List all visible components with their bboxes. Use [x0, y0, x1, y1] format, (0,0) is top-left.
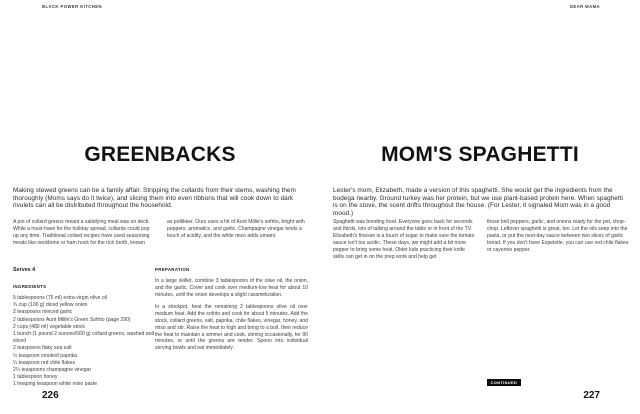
- ingredients-heading: INGREDIENTS: [13, 284, 47, 289]
- serves-label: Serves 4: [13, 267, 36, 273]
- recipe-body-columns: [333, 219, 629, 260]
- ingredient-item: ¼ teaspoon red chile flakes: [13, 359, 76, 366]
- ingredient-item: 5 tablespoons (75 ml) extra-virgin olive oil: [13, 295, 107, 301]
- page-number-left: 226: [42, 390, 59, 401]
- ingredient-item: 1 tablespoon honey: [13, 374, 58, 381]
- ingredient-item: 2 teaspoons flaky sea salt: [13, 345, 72, 352]
- ingredient-item: 2 tablespoons Aunt Millie's Green Sofrito (page 290): [13, 316, 131, 323]
- preparation-section: [155, 267, 308, 358]
- running-head-book-title: BLACK POWER KITCHEN: [42, 4, 102, 9]
- continued-badge: CONTINUED: [487, 379, 521, 386]
- recipe-intro: Making stewed greens can be a family affair. Stripping the collards from their stems, washing them thoroughly (Moms says do it twice), and slicing them into even ribbons that will cook down to dark rivulets can all be distributed throughout the household.: [13, 187, 296, 209]
- recipe-title-moms-spaghetti: MOM'S SPAGHETTI: [381, 143, 579, 166]
- body-column-1: Spaghetti was bonding food. Everyone goes back for seconds and thirds, lots of talking around the table or in front of the TV. Elizabeth's finesse is a touch of sugar to make sure the tomato sauce isn't too acidic. These days, we might add a bit more pepper to bring some heat. Older kids practicing their knife skills can get in on the prep work and help get: [333, 219, 475, 260]
- ingredients-section: [13, 284, 155, 389]
- recipe-body-columns: [13, 219, 309, 247]
- ingredient-item: 1 heaping teaspoon white miso paste: [13, 381, 98, 388]
- body-column-2: as potlikker. Ours uses a hit of Aunt Millie's sofrito, bright with peppers, aromatics, and garlic. Champagne vinegar lends a touch of acidity, and the white miso adds umami.: [167, 219, 305, 239]
- ingredients-list: [13, 295, 155, 389]
- ingredient-item: 2 cups (480 ml) vegetable stock: [13, 323, 85, 330]
- recipe-intro: Lester's mom, Elizabeth, made a version of this spaghetti. She would get the ingredients from the bodega nearby. Ground turkey was her protein, but we use plant-based protein here. When spaghetti is on the stove, the scent drifts throughout the house. (For Lester, it signaled Mom was in a good mood.): [333, 187, 623, 217]
- preparation-heading: PREPARATION: [155, 267, 190, 272]
- ingredient-item: 2 teaspoons minced garlic: [13, 309, 73, 316]
- ingredient-item: 2¼ teaspoons champagne vinegar: [13, 367, 92, 374]
- ingredient-item: 1 bunch (1 pound 2 ounces/500 g) collard greens, washed and sliced: [13, 331, 155, 345]
- preparation-paragraph: In a stockpot, heat the remaining 2 tablespoons olive oil over medium heat. Add the sofrito and cook for about 5 minutes. Add the stock, collard greens, salt, paprika, chile flakes, vinegar, honey, and miso and stir. Raise the heat to high and bring to a boil, then reduce the heat to maintain a simmer and cook, stirring occasionally, for 90 minutes, or until the greens are tender. Spoon into individual serving bowls and eat immediately.: [155, 304, 308, 352]
- preparation-paragraph: In a large skillet, combine 3 tablespoons of the olive oil, the onion, and the garlic. Cover and cook over medium-low heat for about 10 minutes, until the onion develops a slight caramelization.: [155, 278, 308, 298]
- preparation-paragraphs: [155, 278, 308, 352]
- body-column-1: A pot of collard greens meant a satisfying meal was on deck. While a must-have for the holiday spread, collards could pop up any time. Traditional collard recipes have used seasoning meats like neckbone or ham hock for the rich broth, known: [13, 219, 150, 246]
- page-right: [320, 0, 640, 414]
- body-column-2: those bell peppers, garlic, and onions ready for the pot, chop-chop. Leftover spaghetti is great, too. Let the oils seep into the pasta, or put the next-day sauce between two slices of garlic bread. If you don't have Espelette, you can use red chile flakes or cayenne pepper.: [487, 219, 629, 253]
- ingredient-item: ¾ cup (100 g) diced yellow onion: [13, 302, 88, 309]
- recipe-title-greenbacks: GREENBACKS: [84, 143, 236, 166]
- ingredient-item: ½ teaspoon smoked paprika: [13, 352, 77, 359]
- page-number-right: 227: [583, 390, 600, 401]
- running-head-chapter: DEAR MAMA: [569, 4, 600, 9]
